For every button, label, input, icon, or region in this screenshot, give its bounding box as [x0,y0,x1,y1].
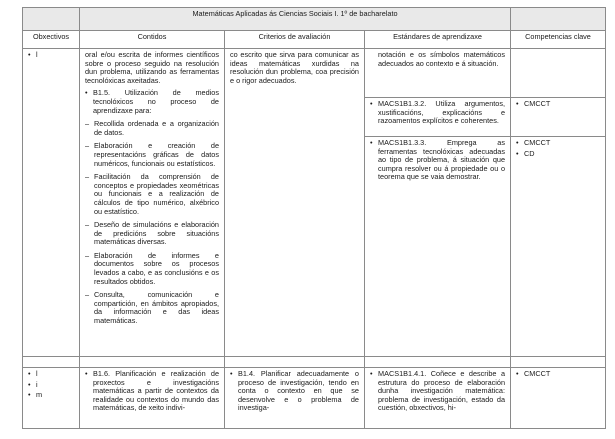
criteria-text: • B1.4. Planificar adecuadamente o proceso de investigación, tendo en conta o contexto en que se desenvolve e o problema de investiga- [230,370,359,413]
competence-item: • CMCCT [516,100,600,109]
curriculum-table [22,7,606,429]
competences-cell [511,137,606,357]
standard-text: • MACS1B1.4.1. Coñece e describe a estrutura do proceso de elaboración dunha investigación matemática: problema de investigación, estado da cuestión, obxectivos, hi- [370,370,505,413]
contents-list-item: – Deseño de simulacións e elaboración de predicións sobre situacións matemáticas diversas. [85,221,219,247]
standard-text: • MACS1B1.3.3. Emprega as ferramentas tecnolóxicas adecuadas ao tipo de problema, á situación que cumpra resolver ou á propiedade ou o teorema que se vaia demostrar. [370,139,505,182]
objective-item: • l [28,51,74,60]
header-objectives: Obxectivos [23,31,80,49]
competences-cell [511,368,606,429]
header-standards: Estándares de aprendizaxe [365,31,511,49]
objectives-cell [23,49,80,357]
row-divider [23,357,606,368]
table-header-row [23,31,606,49]
contents-list-item: – Recollida ordenada e a organización de datos. [85,120,219,137]
header-competences: Competencias clave [511,31,606,49]
contents-intro: oral e/ou escrita de informes científicos sobre o proceso seguido na resolución dun problema, utilizando as ferramentas tecnolóxicas axeitadas. [85,50,219,85]
contents-cell [80,368,225,429]
header-contents: Contidos [80,31,225,49]
table-row [23,368,606,429]
contents-list-item: – Elaboración de informes e documentos sobre os procesos levados a cabo, e as conclusións e os resultados obtidos. [85,252,219,286]
header-criteria: Criterios de avaliación [225,31,365,49]
contents-list-item: – Consulta, comunicación e compartición, en ámbitos apropiados, da información e das ideas matemáticas. [85,291,219,325]
standard-cell [365,98,511,137]
contents-b15: • B1.5. Utilización de medios tecnolóxicos no proceso de aprendizaxe para: [85,89,219,115]
table-title: Matemáticas Aplicadas ás Ciencias Sociais I. 1º de bacharelato [80,8,511,31]
criteria-cell [225,49,365,357]
objectives-cell [23,368,80,429]
title-blank-cell [23,8,80,31]
standard-cell [365,368,511,429]
objective-item: • m [28,391,74,400]
contents-b16: • B1.6. Planificación e realización de proxectos e investigacións matemáticas a partir de contextos da realidade ou contextos do mundo das matemáticas, de xeito indivi- [85,370,219,413]
competences-cell [511,49,606,98]
standard-text: notación e os símbolos matemáticos adecuados ao contexto e á situación. [378,50,506,68]
competences-cell [511,98,606,137]
table-title-row [23,8,606,31]
objective-item: • i [28,381,74,390]
title-blank-cell-right [511,8,606,31]
criteria-text: co escrito que sirva para comunicar as ideas matemáticas xurdidas na resolución dun problema, coa precisión e o rigor adecuados. [230,50,359,85]
competence-item: • CMCCT [516,139,600,148]
standard-cell [365,137,511,357]
criteria-cell [225,368,365,429]
contents-list-item: – Elaboración e creación de representacións gráficas de datos numéricos, funcionais ou estatísticos. [85,142,219,168]
objective-item: • l [28,370,74,379]
standard-text: • MACS1B1.3.2. Utiliza argumentos, xustificacións, explicacións e razoamentos explícitos e coherentes. [370,100,505,126]
contents-cell [80,49,225,357]
contents-list-item: – Facilitación da comprensión de conceptos e propiedades xeométricas ou funcionais e a realización de cálculos de tipo numérico, alxébrico ou estatístico. [85,173,219,216]
table-row [23,49,606,98]
competence-item: • CMCCT [516,370,600,379]
standard-cell [365,49,511,98]
competence-item: • CD [516,150,600,159]
